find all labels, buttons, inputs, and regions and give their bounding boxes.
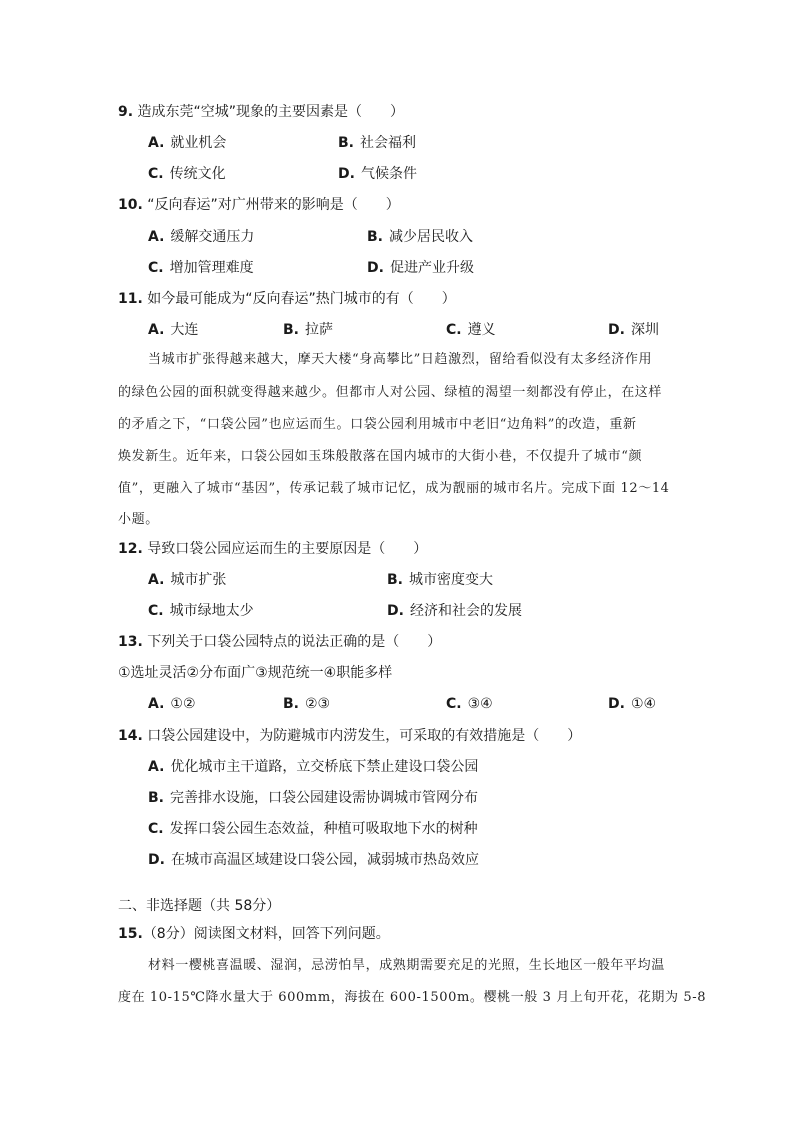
question-10-option-b <box>367 227 473 247</box>
question-13-option-b <box>283 694 330 714</box>
option-text: 经济和社会的发展 <box>409 603 522 619</box>
option-label: D. <box>387 603 404 619</box>
question-text: 导致口袋公园应运而生的主要原因是（ ） <box>147 541 428 557</box>
option-label: A. <box>148 322 165 338</box>
option-label: D. <box>338 166 355 182</box>
question-9-stem <box>118 102 404 122</box>
question-number: 14. <box>118 728 143 744</box>
option-label: B. <box>387 572 403 588</box>
question-number: 13. <box>118 634 143 650</box>
option-text: 优化城市主干道路，立交桥底下禁止建设口袋公园 <box>170 759 479 775</box>
option-text: 城市扩张 <box>170 572 227 588</box>
question-13-option-a <box>148 694 196 714</box>
option-text: 在城市高温区域建设口袋公园，减弱城市热岛效应 <box>170 852 479 868</box>
question-14-option-c <box>148 819 478 839</box>
question-11-option-d <box>608 320 659 340</box>
option-text: 大连 <box>170 322 199 338</box>
option-label: C. <box>446 696 462 712</box>
option-text: 缓解交通压力 <box>170 229 255 245</box>
option-label: A. <box>148 135 165 151</box>
option-label: A. <box>148 759 165 775</box>
question-text: 造成东莞“空城”现象的主要因素是（ ） <box>137 104 405 120</box>
question-number: 9. <box>118 104 134 120</box>
option-label: C. <box>148 260 164 276</box>
question-12-option-b <box>387 570 493 590</box>
option-label: C. <box>148 603 164 619</box>
option-text: ③④ <box>467 696 493 712</box>
option-text: 拉萨 <box>305 322 333 338</box>
question-10-stem <box>118 195 400 215</box>
passage-line-1: 当城市扩张得越来越大，摩天大楼“身高攀比”日趋激烈，留给看似没有太多经济作用 <box>148 352 653 367</box>
option-text: 完善排水设施，口袋公园建设需协调城市管网分布 <box>170 790 478 806</box>
question-14-option-b <box>148 788 478 808</box>
passage-line-3: 的矛盾之下，“口袋公园”也应运而生。口袋公园利用城市中老旧“边角料”的改造，重新 <box>118 417 637 432</box>
question-11-option-c <box>446 320 496 340</box>
question-number: 11. <box>118 291 143 307</box>
question-14-option-d <box>148 850 479 870</box>
question-11-option-b <box>283 320 333 340</box>
option-label: B. <box>283 696 299 712</box>
option-text: 气候条件 <box>360 166 417 182</box>
question-14-stem <box>118 726 581 746</box>
question-9-option-c <box>148 164 226 184</box>
question-14-option-a <box>148 757 478 777</box>
option-label: A. <box>148 572 165 588</box>
option-text: 社会福利 <box>360 135 416 151</box>
option-text: 传统文化 <box>169 166 226 182</box>
question-15-stem <box>118 924 390 944</box>
option-label: A. <box>148 229 165 245</box>
question-12-option-d <box>387 601 522 621</box>
question-12-option-c <box>148 601 254 621</box>
question-10-option-d <box>367 258 474 278</box>
question-13-stem <box>118 632 441 652</box>
option-label: C. <box>446 322 462 338</box>
question-text: “反向春运”对广州带来的影响是（ ） <box>147 197 400 213</box>
question-12-stem <box>118 539 427 559</box>
question-text: 口袋公园建设中，为防避城市内涝发生，可采取的有效措施是（ ） <box>147 728 582 744</box>
passage-line-2: 的绿色公园的面积就变得越来越少。但都市人对公园、绿植的渴望一刻都没有停止，在这样 <box>118 385 663 400</box>
option-label: D. <box>608 696 625 712</box>
question-9-option-a <box>148 133 226 153</box>
question-12-option-a <box>148 570 226 590</box>
passage-line-6: 小题。 <box>118 512 159 527</box>
option-text: 减少居民收入 <box>389 229 473 245</box>
question-number: 15. <box>118 926 143 942</box>
option-label: A. <box>148 696 165 712</box>
option-text: 城市密度变大 <box>409 572 493 588</box>
passage-line-5: 值”，更融入了城市“基因”，传承记载了城市记忆，成为靓丽的城市名片。完成下面 12～14 <box>118 481 670 496</box>
option-label: B. <box>338 135 354 151</box>
question-9-option-b <box>338 133 416 153</box>
option-text: ②③ <box>305 696 331 712</box>
option-text: 就业机会 <box>170 135 227 151</box>
option-text: ①④ <box>630 696 657 712</box>
question-number: 10. <box>118 197 143 213</box>
option-text: 城市绿地太少 <box>169 603 254 619</box>
option-label: C. <box>148 821 164 837</box>
option-text: ①② <box>170 696 196 712</box>
option-text: 深圳 <box>630 322 659 338</box>
material-line-2: 度在 10-15℃降水量大于 600mm，海拔在 600-1500m。樱桃一般 3 月上旬开花，花期为 5-8 <box>118 990 707 1005</box>
passage-line-4: 焕发新生。近年来，口袋公园如玉珠般散落在国内城市的大街小巷，不仅提升了城市“颜 <box>118 449 643 464</box>
question-10-option-c <box>148 258 254 278</box>
option-text: 促进产业升级 <box>389 260 474 276</box>
question-10-option-a <box>148 227 254 247</box>
option-label: B. <box>148 790 164 806</box>
question-11-option-a <box>148 320 198 340</box>
option-text: 发挥口袋公园生态效益，种植可吸取地下水的树种 <box>169 821 478 837</box>
option-label: D. <box>367 260 384 276</box>
option-text: 增加管理难度 <box>169 260 254 276</box>
material-line-1: 材料一樱桃喜温暖、湿润，忌涝怕旱，成熟期需要充足的光照，生长地区一般年平均温 <box>148 958 665 973</box>
question-9-option-d <box>338 164 417 184</box>
option-label: B. <box>367 229 383 245</box>
section-2-title: 二、非选择题（共 58分） <box>118 898 281 914</box>
question-13-sub: ①选址灵活②分布面广③规范统一④职能多样 <box>118 665 393 681</box>
question-13-option-d <box>608 694 656 714</box>
question-text: 下列关于口袋公园特点的说法正确的是（ ） <box>147 634 442 650</box>
question-text: 如今最可能成为“反向春运”热门城市的有（ ） <box>147 291 456 307</box>
question-13-option-c <box>446 694 493 714</box>
question-11-stem <box>118 289 456 309</box>
question-number: 12. <box>118 541 143 557</box>
option-label: C. <box>148 166 164 182</box>
question-text: （8分）阅读图文材料，回答下列问题。 <box>142 926 390 942</box>
option-text: 遵义 <box>467 322 496 338</box>
option-label: D. <box>148 852 165 868</box>
option-label: D. <box>608 322 625 338</box>
option-label: B. <box>283 322 299 338</box>
